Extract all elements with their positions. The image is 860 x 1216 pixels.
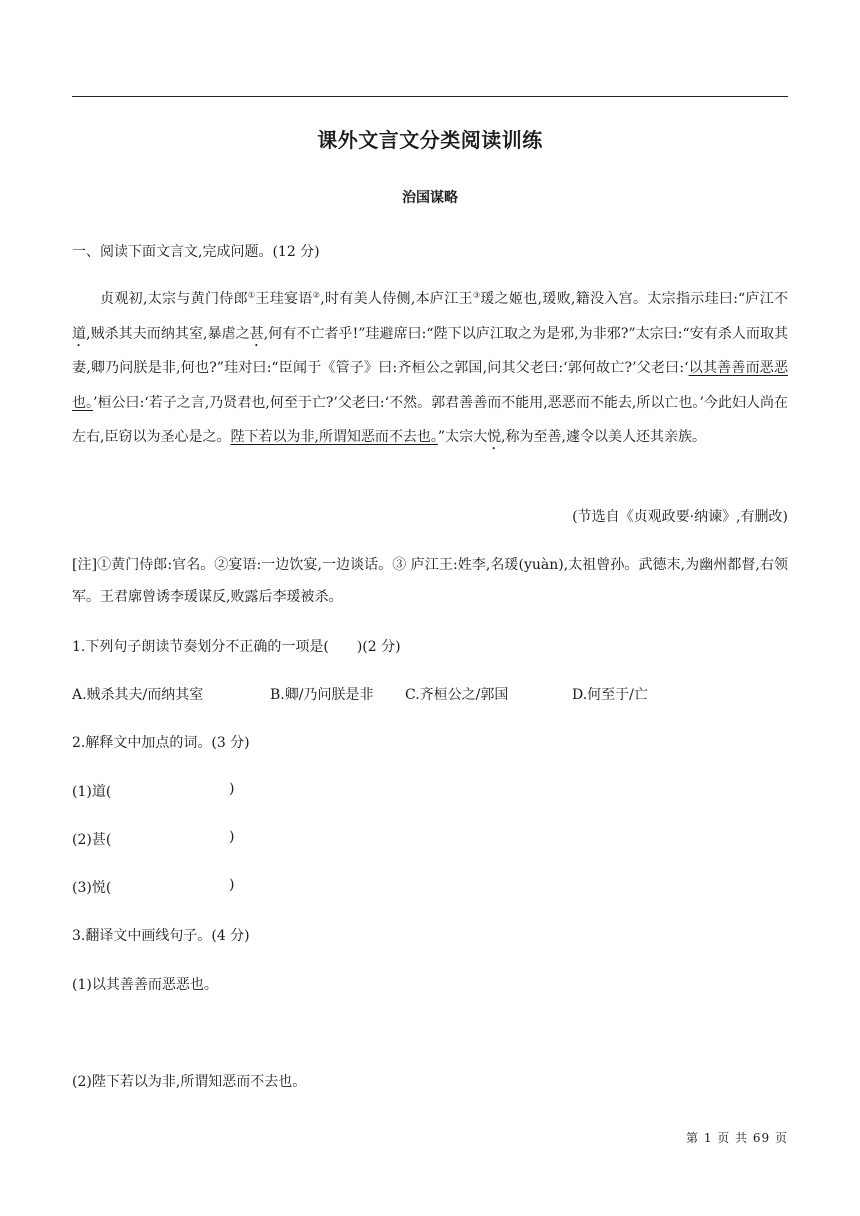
question-2-item bbox=[72, 781, 111, 801]
option-d: D.何至于/亡 bbox=[572, 687, 648, 703]
question-2-item bbox=[72, 877, 111, 897]
section-heading: 一、阅读下面文言文,完成问题。(12 分) bbox=[72, 244, 320, 260]
note-marker: ② bbox=[312, 290, 321, 300]
blank-close: ) bbox=[229, 781, 235, 797]
footnotes: [注]①黄门侍郎:官名。②宴语:一边饮宴,一边谈话。③ 庐江王:姓李,名瑗(yuàn),太祖曾孙。武德末,为幽州都督,右领军。王君廓曾诱李瑗谋反,败露后李瑗被杀。 bbox=[72, 557, 788, 605]
note-marker: ③ bbox=[472, 290, 481, 300]
question-3-item: (1)以其善善而恶恶也。 bbox=[72, 977, 218, 993]
option-c: C.齐桓公之/郭国 bbox=[405, 687, 509, 703]
passage-text: ,称为至善,遽令以美人还其亲族。 bbox=[501, 429, 706, 445]
passage-text: 王珪宴语 bbox=[255, 291, 313, 307]
item-label: (3)悦( bbox=[72, 880, 112, 896]
header-rule bbox=[72, 96, 788, 97]
dotted-word: 道 bbox=[72, 325, 87, 342]
item-label: (2)甚( bbox=[72, 832, 112, 848]
passage-source: (节选自《贞观政要·纳谏》,有删改) bbox=[572, 509, 788, 525]
blank-close: ) bbox=[229, 829, 235, 845]
passage-text: ,贼杀其夫而纳其室,暴虐之 bbox=[86, 325, 250, 342]
passage-text: ,时有美人侍侧,本庐江王 bbox=[320, 291, 473, 307]
passage-text: ,何有不亡者乎!”珪避席曰:“陛下以庐江取之为是邪,为非邪?”太宗曰:“安有杀人而取其妻,卿乃问朕是非,何也?”珪对曰:“臣闻于《管子》曰:齐桓公之郭国,问其父老曰:‘郭何故亡?’父老曰:‘ bbox=[72, 325, 789, 376]
question-3-item: (2)陛下若以为非,所谓知恶而不去也。 bbox=[72, 1074, 307, 1090]
dotted-word: 悦 bbox=[487, 429, 502, 445]
question-2-stem: 2.解释文中加点的词。(3 分) bbox=[72, 735, 250, 751]
question-3-stem: 3.翻译文中画线句子。(4 分) bbox=[72, 928, 250, 944]
blank-close: ) bbox=[229, 877, 235, 893]
underlined-sentence: 以其善善而恶恶也。 bbox=[72, 360, 788, 411]
passage-text: 贞观初,太宗与黄门侍郎 bbox=[100, 291, 248, 307]
dotted-word: 甚 bbox=[249, 325, 264, 342]
page-number: 第 1 页 共 69 页 bbox=[686, 1131, 788, 1145]
page-title: 课外文言文分类阅读训练 bbox=[317, 128, 543, 152]
item-label: (1)道( bbox=[72, 784, 112, 800]
option-a: A.贼杀其夫/而纳其室 bbox=[72, 687, 204, 703]
section-subtitle: 治国谋略 bbox=[402, 190, 458, 206]
classical-passage bbox=[72, 282, 788, 455]
note-marker: ① bbox=[247, 290, 256, 300]
passage-text: ”太宗大 bbox=[437, 429, 488, 445]
question-1-stem: 1.下列句子朗读节奏划分不正确的一项是( )(2 分) bbox=[72, 639, 401, 655]
question-2-item bbox=[72, 829, 111, 849]
underlined-sentence: 陛下若以为非,所谓知恶而不去也。 bbox=[230, 429, 438, 445]
option-b: B.卿/乃问朕是非 bbox=[270, 687, 374, 703]
passage-text: 瑗之姬也,瑗败,籍没入宫。太宗指示珪曰:“庐江不 bbox=[480, 291, 789, 307]
passage-text: ’桓公曰:‘若子之言,乃贤君也,何至于亡?’父老曰:‘不然。郭君善善而不能用,恶恶而不能去,所以亡也。’今此妇人尚在左右,臣窃以为圣心是之。 bbox=[72, 394, 788, 445]
